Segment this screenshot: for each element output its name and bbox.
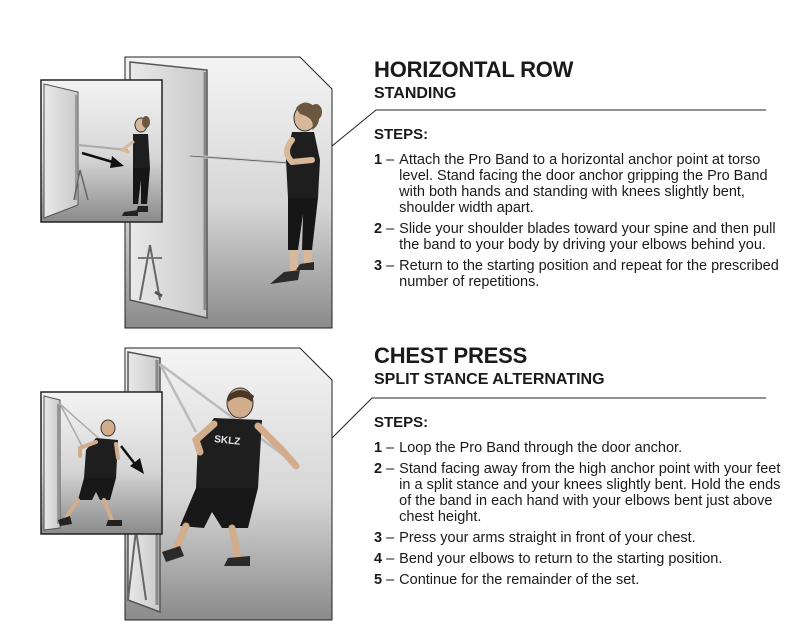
step-text: Attach the Pro Band to a horizontal anchor point at torso level. Stand facing the door anchor gripping the Pro Band with both hands and standing with knees slightly bent, shoulder width apart. [399,152,768,216]
chest-press-steps [374,414,784,593]
step-text: Continue for the remainder of the set. [399,572,640,588]
step-item: 2 – Slide your shoulder blades toward your spine and then pull the band to your body by driving your elbows behind you. [374,221,784,253]
step-text: Slide your shoulder blades toward your spine and then pull the band to your body by driving your elbows behind you. [399,221,776,253]
exercise-subtitle: STANDING [374,85,457,102]
step-item: 1 – Loop the Pro Band through the door anchor. [374,440,784,456]
steps-list [374,152,784,290]
step-text: Stand facing away from the high anchor point with your feet in a split stance and your knees slightly bent. Hold the ends of the band in each hand with your elbows bent just above chest height. [399,461,781,525]
step-text: Return to the starting position and repeat for the prescribed number of repetitions. [399,258,779,290]
step-item: 5 – Continue for the remainder of the set. [374,572,784,588]
exercise-title: CHEST PRESS [374,343,528,368]
horizontal-row-steps [374,126,784,295]
shirt-logo: SKLZ [213,434,241,448]
steps-label: STEPS: [374,414,429,431]
steps-label: STEPS: [374,126,429,143]
step-text: Bend your elbows to return to the starting position. [399,551,723,567]
chest-press-section [374,344,784,390]
step-item: 3 – Return to the starting position and repeat for the prescribed number of repetitions. [374,258,784,290]
step-text: Press your arms straight in front of your chest. [399,530,696,546]
step-text: Loop the Pro Band through the door anchor. [399,440,683,456]
step-item: 3 – Press your arms straight in front of your chest. [374,530,784,546]
exercise-subtitle: SPLIT STANCE ALTERNATING [374,371,605,388]
step-item: 1 – Attach the Pro Band to a horizontal anchor point at torso level. Stand facing the door anchor gripping the Pro Band with both hands and standing with knees slightly bent, shoulder width apart. [374,152,784,216]
steps-list [374,440,784,588]
horizontal-row-section [374,58,784,104]
exercise-title: HORIZONTAL ROW [374,57,574,82]
step-item: 4 – Bend your elbows to return to the starting position. [374,551,784,567]
step-item: 2 – Stand facing away from the high anchor point with your feet in a split stance and your knees slightly bent. Hold the ends of the band in each hand with your elbows bent just above chest height. [374,461,784,525]
